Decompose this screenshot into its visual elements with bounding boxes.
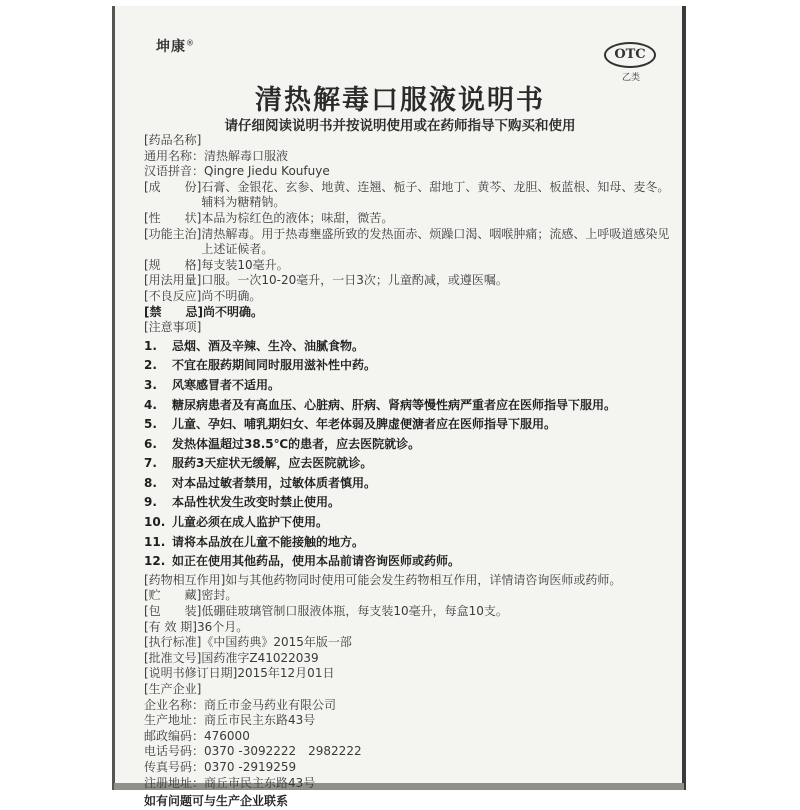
- indications-label: [功能主治]: [144, 226, 202, 241]
- precaution-text: 不宜在服药期间同时服用滋补性中药。: [172, 358, 377, 373]
- interactions-value: 如与其他药物同时使用可能会发生药物相互作用，详情请咨询医师或药师。: [225, 572, 622, 587]
- manufacturer-row: [144, 729, 674, 745]
- precaution-text: 儿童必须在成人监护下使用。: [172, 515, 329, 530]
- manufacturer-value: 0370 -3092222 2982222: [204, 744, 362, 759]
- ingredients-row: [144, 180, 674, 211]
- precaution-number: 10.: [144, 515, 166, 530]
- precaution-number: 9.: [144, 495, 157, 510]
- precaution-number: 6.: [144, 436, 157, 451]
- precaution-item: [144, 437, 674, 453]
- approval-label: [批准文号]: [144, 650, 202, 665]
- precaution-item: [144, 358, 674, 374]
- properties-value: 本品为棕红色的液体；味甜，微苦。: [201, 210, 394, 225]
- precaution-item: [144, 476, 674, 492]
- manufacturer-value: 商丘市民主东路43号: [204, 775, 316, 790]
- precaution-number: 8.: [144, 475, 157, 490]
- pinyin-value: Qingre Jiedu Koufuye: [204, 164, 330, 179]
- leaflet-content: [144, 133, 674, 810]
- usage-label: [用法用量]: [144, 273, 202, 288]
- packaging-row: [144, 604, 674, 620]
- interactions-row: [144, 573, 674, 589]
- approval-value: 国药准字Z41022039: [201, 650, 319, 665]
- specification-row: [144, 258, 674, 274]
- precaution-text: 发热体温超过38.5℃的患者，应去医院就诊。: [172, 436, 421, 451]
- precaution-item: [144, 554, 674, 570]
- precaution-item: [144, 535, 674, 551]
- precaution-number: 3.: [144, 377, 157, 392]
- precaution-item: [144, 378, 674, 394]
- precaution-text: 儿童、孕妇、哺乳期妇女、年老体弱及脾虚便溏者应在医师指导下服用。: [172, 417, 557, 432]
- brand-logo: [156, 36, 195, 56]
- precaution-text: 如正在使用其他药品，使用本品前请咨询医师或药师。: [172, 554, 461, 569]
- manufacturer-label: 邮政编码：: [144, 728, 205, 743]
- specification-label: [规 格]: [144, 257, 202, 272]
- ingredients-label: [成 份]: [144, 179, 202, 194]
- contraindications-label: [禁 忌]: [144, 304, 203, 319]
- manufacturer-row: [144, 698, 674, 714]
- precaution-item: [144, 398, 674, 414]
- manufacturer-value: 商丘市民主东路43号: [204, 713, 316, 728]
- manufacturer-label: 生产地址：: [144, 713, 205, 728]
- brand-name: 坤康: [156, 39, 186, 55]
- generic-name-label: 通用名称：: [144, 148, 205, 163]
- validity-label: [有 效 期]: [144, 619, 197, 634]
- storage-label: [贮 藏]: [144, 588, 202, 603]
- contact-note: 如有问题可与生产企业联系: [144, 794, 289, 809]
- document-title: 清热解毒口服液说明书: [255, 85, 545, 116]
- precaution-text: 请将本品放在儿童不能接触的地方。: [172, 534, 365, 549]
- indications-row: [144, 227, 674, 258]
- generic-name-value: 清热解毒口服液: [204, 148, 289, 163]
- properties-row: [144, 211, 674, 227]
- registered-mark: ®: [186, 38, 195, 48]
- precaution-number: 4.: [144, 397, 157, 412]
- packaging-value: 低硼硅玻璃管制口服液体瓶，每支装10毫升，每盒10支。: [201, 604, 508, 619]
- pinyin-label: 汉语拼音：: [144, 164, 205, 179]
- adverse-value: 尚不明确。: [201, 288, 262, 303]
- contraindications-value: 尚不明确。: [202, 304, 263, 319]
- drug-name-header: [药品名称]: [144, 133, 202, 147]
- manufacturer-row: [144, 744, 674, 760]
- validity-row: [144, 620, 674, 636]
- precaution-number: 7.: [144, 456, 157, 471]
- revision-date-row: [144, 666, 674, 682]
- indications-value: 清热解毒。用于热毒壅盛所致的发热面赤、烦躁口渴、咽喉肿痛；流感、上呼吸道感染见上述证候者。: [201, 226, 670, 257]
- precaution-text: 对本品过敏者禁用，过敏体质者慎用。: [172, 475, 377, 490]
- ingredients-value: 石膏、金银花、玄参、地黄、连翘、栀子、甜地丁、黄芩、龙胆、板蓝根、知母、麦冬。辅料为糖精钠。: [201, 179, 670, 210]
- adverse-row: [144, 289, 674, 305]
- manufacturer-value: 商丘市金马药业有限公司: [204, 697, 337, 712]
- precaution-item: [144, 339, 674, 355]
- precaution-number: 1.: [144, 338, 157, 353]
- precaution-item: [144, 515, 674, 531]
- manufacturer-label: 电话号码：: [144, 744, 205, 759]
- precaution-number: 2.: [144, 358, 157, 373]
- precaution-number: 12.: [144, 554, 166, 569]
- standard-row: [144, 635, 674, 651]
- revision-date-value: 2015年12月01日: [237, 666, 335, 681]
- manufacturer-label: 企业名称：: [144, 697, 205, 712]
- packaging-label: [包 装]: [144, 604, 202, 619]
- precaution-text: 本品性状发生改变时禁止使用。: [172, 495, 341, 510]
- usage-value: 口服。一次10-20毫升，一日3次；儿童酌减，或遵医嘱。: [201, 273, 508, 288]
- adverse-label: [不良反应]: [144, 288, 202, 303]
- document-subtitle: 请仔细阅读说明书并按说明使用或在药师指导下购买和使用: [224, 118, 576, 134]
- storage-row: [144, 588, 674, 604]
- manufacturer-row: [144, 776, 674, 792]
- validity-value: 36个月。: [197, 619, 249, 634]
- precaution-text: 风寒感冒者不适用。: [172, 377, 281, 392]
- manufacturer-row: [144, 760, 674, 776]
- precaution-text: 服药3天症状无缓解，应去医院就诊。: [172, 456, 373, 471]
- manufacturer-row: [144, 713, 674, 729]
- otc-class-label: 乙类: [622, 73, 641, 83]
- precaution-number: 5.: [144, 417, 157, 432]
- usage-row: [144, 273, 674, 289]
- manufacturer-value: 0370 -2919259: [204, 759, 297, 774]
- precaution-text: 忌烟、酒及辛辣、生冷、油腻食物。: [172, 338, 365, 353]
- storage-value: 密封。: [201, 588, 238, 603]
- precaution-item: [144, 495, 674, 511]
- pinyin-row: [144, 164, 674, 180]
- precaution-text: 糖尿病患者及有高血压、心脏病、肝病、肾病等慢性病严重者应在医师指导下服用。: [172, 397, 617, 412]
- precautions-list: [144, 339, 674, 570]
- manufacturer-label: 注册地址：: [144, 775, 205, 790]
- properties-label: [性 状]: [144, 210, 202, 225]
- standard-label: [执行标准]: [144, 635, 202, 650]
- manufacturer-label: 传真号码：: [144, 759, 205, 774]
- precaution-item: [144, 456, 674, 472]
- manufacturer-value: 476000: [204, 728, 250, 743]
- precaution-number: 11.: [144, 534, 166, 549]
- contraindications-row: [144, 305, 674, 321]
- standard-value: 《中国药典》2015年版一部: [201, 635, 352, 650]
- approval-row: [144, 651, 674, 667]
- otc-badge: OTC: [604, 42, 656, 68]
- revision-date-label: [说明书修订日期]: [144, 666, 238, 681]
- manufacturer-header: [生产企业]: [144, 682, 202, 696]
- specification-value: 每支装10毫升。: [201, 257, 289, 272]
- precautions-header: [注意事项]: [144, 320, 202, 335]
- interactions-label: [药物相互作用]: [144, 572, 226, 587]
- precaution-item: [144, 417, 674, 433]
- generic-name-row: [144, 149, 674, 165]
